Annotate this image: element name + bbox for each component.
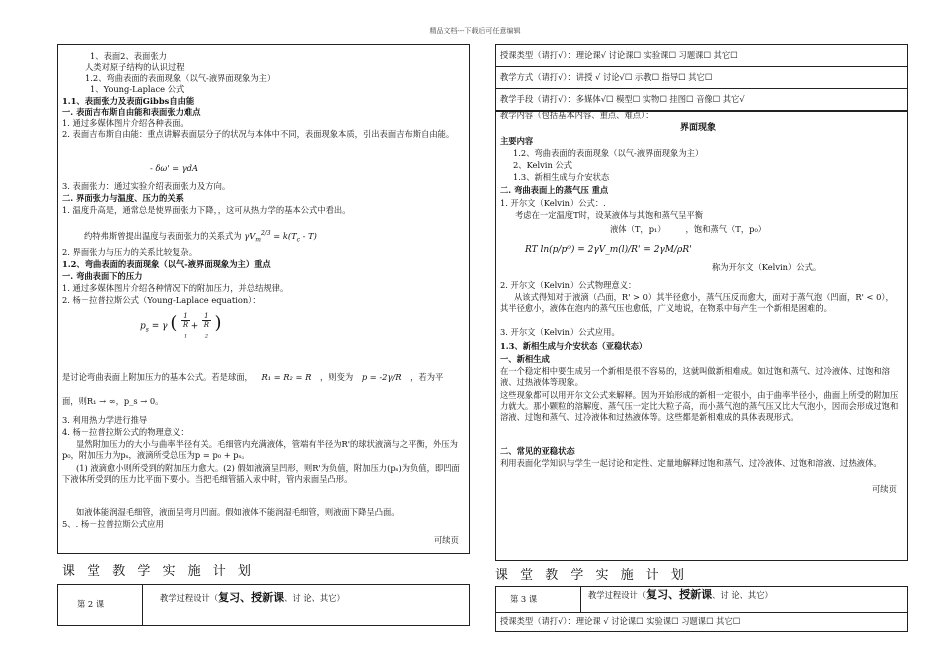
section-1-3-title: 1.3、新相生成与介安状态（亚稳状态） — [500, 341, 648, 351]
section-1-2-para-7: 显然附加压力的大小与曲率半径有关。毛细管内充满液体，管端有半径为R'的球状液滴与之平衡，外压为p₀，附加压力为pₛ，液滴所受总压为p = p₀ + pₛ。 — [62, 439, 458, 460]
lesson-number-left: 第 2 课 — [77, 599, 105, 609]
section-1-2-para-4: 面，则R₁ → ∞，p_s → 0。 — [62, 396, 164, 406]
section-1-2-para-2: 2. 杨－拉普拉斯公式（Young-Laplace equation）： — [62, 295, 261, 305]
teaching-method-text: 教学方式（请打√）：讲授 √ 讨论√☐ 示教☐ 指导☐ 其它☐ — [500, 72, 713, 82]
continue-note-right: 可续页 — [872, 484, 897, 494]
content-label: 教学内容（包括基本内容、重点、难点）： — [500, 110, 654, 120]
teaching-type-text: 授课类型（请打√）：理论课√ 讨论课☐ 实验课☐ 习题课☐ 其它☐ — [500, 50, 738, 60]
equation-kelvin: RT ln(p/p⁰) = 2γV_m(l)/R' = 2γM/ρR' — [525, 245, 692, 255]
section-1-3-para-1: 在一个稳定相中要生成另一个新相是很不容易的，这就叫做新相难成。如过饱和蒸气、过冷液体、过饱和溶液、过热液体等现象。 — [500, 366, 890, 387]
main-content-label: 主要内容 — [500, 136, 534, 146]
kelvin-para-6: 从该式得知对于液滴（凸面，R' > 0）其半径愈小，蒸气压反而愈大，面对于蒸气泡（凹面，R' < 0），其半径愈小，液体在泡内的蒸气压也愈低，广义地说，在物系中每产生一个新相是困难的。 — [500, 292, 894, 313]
section-1-1-para-4: 1. 温度升高是，通常总是使界面张力下降，，这可从热力学的基本公式中看出。 — [62, 205, 351, 215]
kelvin-para-1: 1. 开尔文（Kelvin）公式：. — [500, 198, 606, 208]
section-1-1-sub-2: 二. 界面张力与温度、压力的关系 — [62, 193, 184, 203]
kelvin-para-2: 考虑在一定温度T时，设某液体与其饱和蒸气呈平衡 — [515, 210, 704, 220]
outline-line-2: 人类对原子结构的认识过程 — [85, 62, 185, 72]
section-1-2-para-1: 1. 通过多媒体图片介绍各种情况下的附加压力，并总结规律。 — [62, 283, 289, 293]
kelvin-para-7: 3. 开尔文（Kelvin）公式应用。 — [500, 327, 620, 337]
outline-line-3: 1.2、弯曲表面的表面现象（以气-液界面现象为主） — [85, 73, 276, 83]
plan-title-left: 课 堂 教 学 实 施 计 划 — [62, 564, 255, 579]
section-1-1-sub-1: 一. 表面吉布斯自由能和表面张力难点 — [62, 107, 201, 117]
equation-sphere: R₁ = R₂ = R — [261, 372, 312, 382]
section-1-1-para-2: 2. 表面吉布斯自由能：重点讲解表面层分子的状况与本体中不同，表面现象本质，引出表面吉布斯自由能。 — [62, 129, 455, 139]
equation-eotvos: $\gamma V_m^{2/3} = k(T_c - T)$ — [244, 230, 317, 244]
section-2-title: 二. 弯曲表面上的蒸气压 重点 — [500, 185, 609, 195]
section-1-2-title: 1.2、弯曲表面的表面现象（以气-液界面现象为主）重点 — [62, 259, 271, 269]
main-item-2: 2、Kelvin 公式 — [513, 160, 573, 170]
equation-young-laplace: $p_s = \gamma$ ( 1 R $_1$ + 1 R $_2$ ) — [140, 312, 222, 340]
section-1-1-title: 1.1、表面张力及表面Gibbs自由能 — [62, 96, 195, 106]
section-1-1-para-1: 1. 通过多媒体图片介绍各种表面。 — [62, 118, 189, 128]
teaching-means-text: 教学手段（请打√）：多媒体√☐ 模型☐ 实物☐ 挂图☐ 音像☐ 其它√ — [500, 94, 745, 104]
section-1-2-para-8: (1) 液滴愈小则所受到的附加压力愈大。(2) 假如液滴呈凹形，则R'为负值，附加压力(pₛ)为负值，即凹面下液体所受到的压力比平面下要小。当把毛细管插入汞中时，管内汞面呈凸形。 — [62, 463, 460, 484]
kelvin-para-5: 2. 开尔文（Kelvin）公式物理意义： — [500, 280, 637, 290]
lesson-number-right: 第 3 课 — [510, 594, 538, 604]
section-1-2-para-5: 3. 利用热力学进行推导 — [62, 415, 148, 425]
equation-p-sphere: p = -2γ/R — [361, 372, 402, 382]
main-item-1: 1.2、弯曲表面的表面现象（以气-液界面现象为主） — [513, 148, 704, 158]
section-1-2-para-10: 5、. 杨－拉普拉斯公式应用 — [62, 519, 164, 529]
content-title: 界面现象 — [680, 123, 717, 133]
page-header: 精品文档---下载后可任意编辑 — [429, 27, 521, 35]
section-1-3-para-3: 利用表面化学知识与学生一起讨论和定性、定量地解释过饱和蒸气、过冷液体、过饱和溶液、过热液体。 — [500, 458, 882, 468]
equation-gibbs: - δω' = γdA — [150, 163, 198, 173]
section-1-2-para-9: 如液体能润湿毛细管，液面呈弯月凹面。假如液体不能润湿毛细管，则液面下降呈凸面。 — [76, 507, 400, 517]
design-line-left: 教学过程设计（复习、授新课、讨 论、其它） — [160, 591, 345, 604]
plan-title-right: 课 堂 教 学 实 施 计 划 — [495, 568, 688, 583]
kelvin-para-4: 称为开尔文（Kelvin）公式。 — [712, 262, 822, 272]
teaching-type-text-bottom: 授课类型（请打√）：理论课 √ 讨论课☐ 实验课☐ 习题课☐ 其它☐ — [500, 616, 741, 626]
section-1-1-para-5 — [84, 228, 317, 245]
section-1-3-sub-2: 二、常见的亚稳状态 — [500, 446, 575, 456]
kelvin-para-3: 液体（T，p₁） ，饱和蒸气（T，p₀） — [610, 224, 767, 234]
lesson-cell-right — [495, 586, 581, 613]
outline-line-1: 1、表面2、表面张力 — [90, 51, 167, 61]
outline-line-4: 1、Young-Laplace 公式 — [90, 84, 185, 94]
continue-note-left: 可续页 — [434, 535, 459, 545]
section-1-1-para-6: 2. 界面张力与压力的关系比较复杂。 — [62, 247, 198, 257]
section-1-3-sub-1: 一、新相生成 — [500, 354, 550, 364]
section-1-1-para-3: 3. 表面张力：通过实验介绍表面张力及方向。 — [62, 181, 231, 191]
section-1-2-para-3: 是讨论弯曲表面上附加压力的基本公式。若是球面， R₁ = R₂ = R ，则变为 p = -2γ/R ，若为平 — [62, 372, 444, 382]
design-line-right: 教学过程设计（复习、授新课、讨 论、其它） — [588, 588, 773, 601]
section-1-3-para-2: 这些现象都可以用开尔文公式来解释。因为开始形成的新相一定很小，由于曲率半径小，曲面上所受的附加压力就大。那小颗粒的溶解度、蒸气压一定比大粒子高，而小蒸气泡的蒸气压又比大气泡小，因而会形成过饱和溶液、过饱和蒸气、过冷液体和过热液体等。这些都是新相难成的具体表现形式。 — [500, 390, 899, 422]
section-1-2-para-6: 4. 杨－拉普拉斯公式的物理意义： — [62, 427, 189, 437]
main-item-3: 1.3、新相生成与介安状态 — [513, 172, 610, 182]
eotvos-text: 约特弗斯曾提出温度与表面张力的关系式为 — [84, 230, 242, 241]
section-1-2-sub-1: 一. 弯曲表面下的压力 — [62, 271, 143, 281]
